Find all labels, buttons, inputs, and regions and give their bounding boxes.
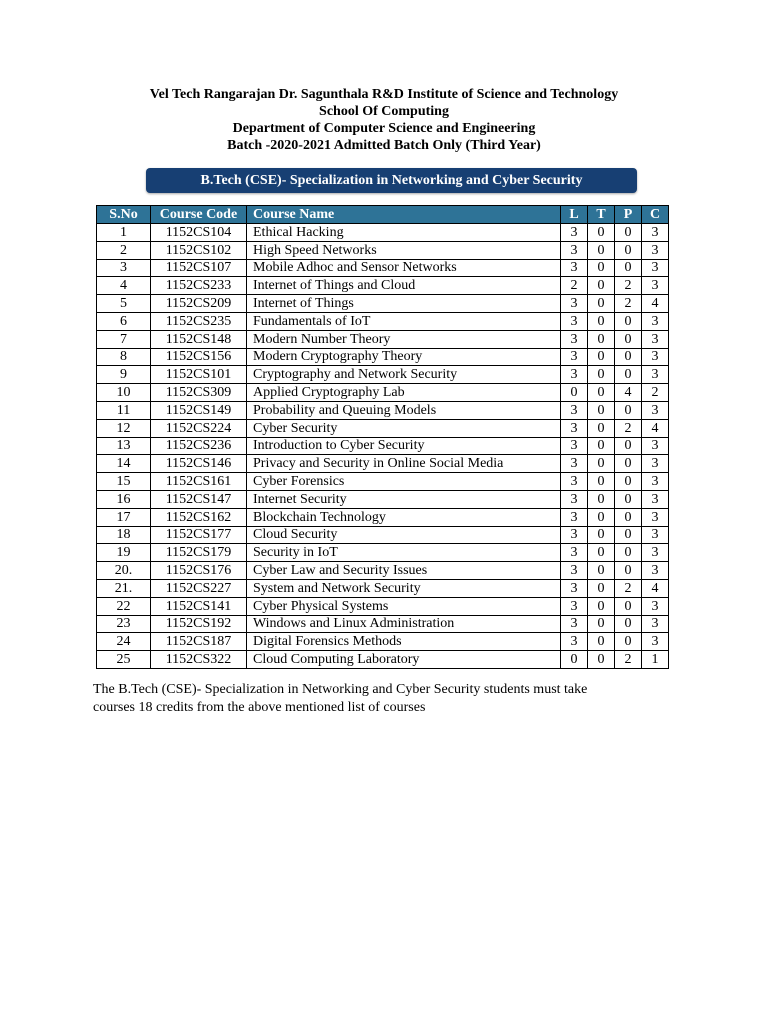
cell-t: 0 bbox=[588, 473, 615, 491]
cell-t: 0 bbox=[588, 241, 615, 259]
cell-l: 3 bbox=[561, 579, 588, 597]
cell-course-name: Probability and Queuing Models bbox=[247, 401, 561, 419]
cell-p: 0 bbox=[615, 366, 642, 384]
cell-c: 3 bbox=[642, 259, 669, 277]
table-row bbox=[97, 544, 669, 562]
column-header-t: T bbox=[588, 206, 615, 224]
cell-l: 3 bbox=[561, 366, 588, 384]
cell-sno: 3 bbox=[97, 259, 151, 277]
cell-c: 3 bbox=[642, 330, 669, 348]
column-header-p: P bbox=[615, 206, 642, 224]
cell-course-name: Security in IoT bbox=[247, 544, 561, 562]
cell-l: 3 bbox=[561, 348, 588, 366]
cell-c: 3 bbox=[642, 348, 669, 366]
cell-p: 4 bbox=[615, 384, 642, 402]
cell-course-code: 1152CS147 bbox=[151, 490, 247, 508]
cell-sno: 4 bbox=[97, 277, 151, 295]
cell-t: 0 bbox=[588, 348, 615, 366]
column-header-sno: S.No bbox=[97, 206, 151, 224]
cell-c: 2 bbox=[642, 384, 669, 402]
cell-course-name: Cloud Security bbox=[247, 526, 561, 544]
cell-t: 0 bbox=[588, 312, 615, 330]
cell-l: 3 bbox=[561, 633, 588, 651]
cell-course-code: 1152CS146 bbox=[151, 455, 247, 473]
table-row bbox=[97, 579, 669, 597]
cell-c: 1 bbox=[642, 651, 669, 669]
institute-name: Vel Tech Rangarajan Dr. Sagunthala R&D Institute of Science and Technology bbox=[149, 87, 619, 102]
table-row bbox=[97, 597, 669, 615]
cell-course-name: Modern Cryptography Theory bbox=[247, 348, 561, 366]
cell-sno: 7 bbox=[97, 330, 151, 348]
cell-t: 0 bbox=[588, 384, 615, 402]
cell-course-code: 1152CS309 bbox=[151, 384, 247, 402]
cell-p: 0 bbox=[615, 312, 642, 330]
cell-course-name: Cyber Security bbox=[247, 419, 561, 437]
table-row bbox=[97, 419, 669, 437]
cell-c: 3 bbox=[642, 473, 669, 491]
cell-t: 0 bbox=[588, 508, 615, 526]
table-row bbox=[97, 277, 669, 295]
cell-l: 3 bbox=[561, 259, 588, 277]
cell-c: 3 bbox=[642, 597, 669, 615]
cell-t: 0 bbox=[588, 615, 615, 633]
cell-course-name: Cyber Physical Systems bbox=[247, 597, 561, 615]
cell-c: 4 bbox=[642, 579, 669, 597]
cell-course-code: 1152CS161 bbox=[151, 473, 247, 491]
cell-l: 3 bbox=[561, 615, 588, 633]
cell-course-code: 1152CS107 bbox=[151, 259, 247, 277]
cell-sno: 15 bbox=[97, 473, 151, 491]
cell-t: 0 bbox=[588, 224, 615, 242]
cell-sno: 9 bbox=[97, 366, 151, 384]
cell-l: 3 bbox=[561, 241, 588, 259]
table-row bbox=[97, 490, 669, 508]
cell-c: 3 bbox=[642, 508, 669, 526]
cell-p: 0 bbox=[615, 526, 642, 544]
cell-p: 0 bbox=[615, 490, 642, 508]
cell-l: 3 bbox=[561, 562, 588, 580]
cell-course-code: 1152CS162 bbox=[151, 508, 247, 526]
table-row bbox=[97, 330, 669, 348]
cell-c: 4 bbox=[642, 295, 669, 313]
cell-t: 0 bbox=[588, 526, 615, 544]
cell-l: 3 bbox=[561, 330, 588, 348]
cell-c: 3 bbox=[642, 615, 669, 633]
course-table bbox=[96, 205, 669, 669]
cell-t: 0 bbox=[588, 544, 615, 562]
cell-course-name: Cyber Law and Security Issues bbox=[247, 562, 561, 580]
cell-course-code: 1152CS233 bbox=[151, 277, 247, 295]
cell-sno: 19 bbox=[97, 544, 151, 562]
cell-course-name: Applied Cryptography Lab bbox=[247, 384, 561, 402]
cell-p: 0 bbox=[615, 455, 642, 473]
cell-course-name: High Speed Networks bbox=[247, 241, 561, 259]
column-header-name: Course Name bbox=[247, 206, 561, 224]
cell-sno: 20. bbox=[97, 562, 151, 580]
table-row bbox=[97, 508, 669, 526]
cell-course-code: 1152CS192 bbox=[151, 615, 247, 633]
cell-c: 3 bbox=[642, 562, 669, 580]
cell-course-name: Mobile Adhoc and Sensor Networks bbox=[247, 259, 561, 277]
cell-l: 3 bbox=[561, 544, 588, 562]
cell-course-name: Internet Security bbox=[247, 490, 561, 508]
cell-course-code: 1152CS224 bbox=[151, 419, 247, 437]
cell-l: 0 bbox=[561, 651, 588, 669]
table-row bbox=[97, 615, 669, 633]
cell-course-name: Internet of Things and Cloud bbox=[247, 277, 561, 295]
cell-sno: 5 bbox=[97, 295, 151, 313]
cell-l: 3 bbox=[561, 473, 588, 491]
cell-sno: 16 bbox=[97, 490, 151, 508]
column-header-l: L bbox=[561, 206, 588, 224]
table-row bbox=[97, 384, 669, 402]
table-row bbox=[97, 562, 669, 580]
cell-course-code: 1152CS177 bbox=[151, 526, 247, 544]
cell-p: 2 bbox=[615, 651, 642, 669]
cell-p: 2 bbox=[615, 295, 642, 313]
cell-p: 0 bbox=[615, 597, 642, 615]
cell-c: 3 bbox=[642, 277, 669, 295]
cell-course-code: 1152CS187 bbox=[151, 633, 247, 651]
cell-t: 0 bbox=[588, 562, 615, 580]
cell-t: 0 bbox=[588, 419, 615, 437]
document-header bbox=[0, 86, 768, 154]
cell-sno: 1 bbox=[97, 224, 151, 242]
cell-course-code: 1152CS179 bbox=[151, 544, 247, 562]
cell-sno: 12 bbox=[97, 419, 151, 437]
batch-info: Batch -2020-2021 Admitted Batch Only (Third Year) bbox=[227, 138, 541, 153]
cell-l: 3 bbox=[561, 419, 588, 437]
table-row bbox=[97, 224, 669, 242]
table-row bbox=[97, 526, 669, 544]
footer-line-1: The B.Tech (CSE)- Specialization in Networking and Cyber Security students must take bbox=[93, 682, 588, 697]
cell-p: 0 bbox=[615, 241, 642, 259]
cell-course-code: 1152CS141 bbox=[151, 597, 247, 615]
cell-course-name: Blockchain Technology bbox=[247, 508, 561, 526]
cell-l: 3 bbox=[561, 526, 588, 544]
cell-course-code: 1152CS149 bbox=[151, 401, 247, 419]
cell-p: 2 bbox=[615, 579, 642, 597]
column-header-c: C bbox=[642, 206, 669, 224]
cell-t: 0 bbox=[588, 633, 615, 651]
cell-c: 4 bbox=[642, 419, 669, 437]
cell-course-code: 1152CS235 bbox=[151, 312, 247, 330]
cell-l: 2 bbox=[561, 277, 588, 295]
cell-p: 2 bbox=[615, 419, 642, 437]
cell-t: 0 bbox=[588, 277, 615, 295]
cell-sno: 2 bbox=[97, 241, 151, 259]
cell-p: 0 bbox=[615, 508, 642, 526]
cell-c: 3 bbox=[642, 455, 669, 473]
cell-sno: 17 bbox=[97, 508, 151, 526]
cell-course-code: 1152CS148 bbox=[151, 330, 247, 348]
cell-t: 0 bbox=[588, 597, 615, 615]
cell-course-name: Introduction to Cyber Security bbox=[247, 437, 561, 455]
cell-course-code: 1152CS104 bbox=[151, 224, 247, 242]
cell-p: 2 bbox=[615, 277, 642, 295]
course-table-body bbox=[97, 224, 669, 669]
specialization-banner: B.Tech (CSE)- Specialization in Networking and Cyber Security bbox=[146, 168, 637, 193]
cell-sno: 14 bbox=[97, 455, 151, 473]
cell-course-name: Digital Forensics Methods bbox=[247, 633, 561, 651]
cell-l: 0 bbox=[561, 384, 588, 402]
cell-course-code: 1152CS102 bbox=[151, 241, 247, 259]
cell-p: 0 bbox=[615, 224, 642, 242]
cell-t: 0 bbox=[588, 651, 615, 669]
cell-t: 0 bbox=[588, 579, 615, 597]
cell-p: 0 bbox=[615, 562, 642, 580]
cell-course-name: Privacy and Security in Online Social Media bbox=[247, 455, 561, 473]
cell-c: 3 bbox=[642, 241, 669, 259]
table-header-row bbox=[97, 206, 669, 224]
cell-course-name: Cryptography and Network Security bbox=[247, 366, 561, 384]
table-row bbox=[97, 295, 669, 313]
table-row bbox=[97, 651, 669, 669]
cell-sno: 8 bbox=[97, 348, 151, 366]
cell-c: 3 bbox=[642, 224, 669, 242]
cell-course-code: 1152CS176 bbox=[151, 562, 247, 580]
table-row bbox=[97, 348, 669, 366]
cell-sno: 23 bbox=[97, 615, 151, 633]
cell-course-name: Fundamentals of IoT bbox=[247, 312, 561, 330]
cell-t: 0 bbox=[588, 259, 615, 277]
cell-sno: 18 bbox=[97, 526, 151, 544]
cell-t: 0 bbox=[588, 401, 615, 419]
cell-sno: 21. bbox=[97, 579, 151, 597]
cell-p: 0 bbox=[615, 259, 642, 277]
cell-l: 3 bbox=[561, 455, 588, 473]
footer-note bbox=[93, 681, 693, 717]
cell-l: 3 bbox=[561, 437, 588, 455]
cell-c: 3 bbox=[642, 526, 669, 544]
cell-c: 3 bbox=[642, 312, 669, 330]
cell-sno: 22 bbox=[97, 597, 151, 615]
cell-course-code: 1152CS227 bbox=[151, 579, 247, 597]
table-row bbox=[97, 259, 669, 277]
cell-course-name: Cyber Forensics bbox=[247, 473, 561, 491]
table-row bbox=[97, 401, 669, 419]
cell-l: 3 bbox=[561, 295, 588, 313]
cell-p: 0 bbox=[615, 633, 642, 651]
cell-l: 3 bbox=[561, 224, 588, 242]
table-row bbox=[97, 366, 669, 384]
cell-sno: 25 bbox=[97, 651, 151, 669]
cell-l: 3 bbox=[561, 312, 588, 330]
cell-p: 0 bbox=[615, 437, 642, 455]
table-row bbox=[97, 437, 669, 455]
table-row bbox=[97, 241, 669, 259]
cell-course-name: Internet of Things bbox=[247, 295, 561, 313]
school-name: School Of Computing bbox=[319, 104, 449, 119]
cell-t: 0 bbox=[588, 455, 615, 473]
cell-l: 3 bbox=[561, 597, 588, 615]
column-header-code: Course Code bbox=[151, 206, 247, 224]
cell-p: 0 bbox=[615, 544, 642, 562]
cell-course-name: Ethical Hacking bbox=[247, 224, 561, 242]
cell-c: 3 bbox=[642, 366, 669, 384]
footer-line-2: courses 18 credits from the above mentioned list of courses bbox=[93, 700, 426, 715]
cell-course-code: 1152CS156 bbox=[151, 348, 247, 366]
cell-p: 0 bbox=[615, 330, 642, 348]
cell-c: 3 bbox=[642, 544, 669, 562]
table-row bbox=[97, 473, 669, 491]
cell-c: 3 bbox=[642, 490, 669, 508]
cell-course-name: Cloud Computing Laboratory bbox=[247, 651, 561, 669]
cell-l: 3 bbox=[561, 401, 588, 419]
cell-t: 0 bbox=[588, 366, 615, 384]
cell-sno: 6 bbox=[97, 312, 151, 330]
department-name: Department of Computer Science and Engineering bbox=[232, 121, 536, 136]
cell-course-code: 1152CS236 bbox=[151, 437, 247, 455]
cell-course-name: Modern Number Theory bbox=[247, 330, 561, 348]
cell-p: 0 bbox=[615, 615, 642, 633]
cell-c: 3 bbox=[642, 401, 669, 419]
cell-course-code: 1152CS322 bbox=[151, 651, 247, 669]
cell-sno: 24 bbox=[97, 633, 151, 651]
cell-p: 0 bbox=[615, 401, 642, 419]
cell-c: 3 bbox=[642, 437, 669, 455]
cell-p: 0 bbox=[615, 348, 642, 366]
cell-l: 3 bbox=[561, 508, 588, 526]
cell-l: 3 bbox=[561, 490, 588, 508]
table-row bbox=[97, 455, 669, 473]
table-row bbox=[97, 312, 669, 330]
cell-course-name: Windows and Linux Administration bbox=[247, 615, 561, 633]
cell-t: 0 bbox=[588, 330, 615, 348]
cell-course-name: System and Network Security bbox=[247, 579, 561, 597]
cell-p: 0 bbox=[615, 473, 642, 491]
cell-t: 0 bbox=[588, 490, 615, 508]
cell-c: 3 bbox=[642, 633, 669, 651]
cell-course-code: 1152CS209 bbox=[151, 295, 247, 313]
table-row bbox=[97, 633, 669, 651]
cell-sno: 13 bbox=[97, 437, 151, 455]
cell-sno: 11 bbox=[97, 401, 151, 419]
cell-t: 0 bbox=[588, 295, 615, 313]
cell-sno: 10 bbox=[97, 384, 151, 402]
cell-t: 0 bbox=[588, 437, 615, 455]
cell-course-code: 1152CS101 bbox=[151, 366, 247, 384]
